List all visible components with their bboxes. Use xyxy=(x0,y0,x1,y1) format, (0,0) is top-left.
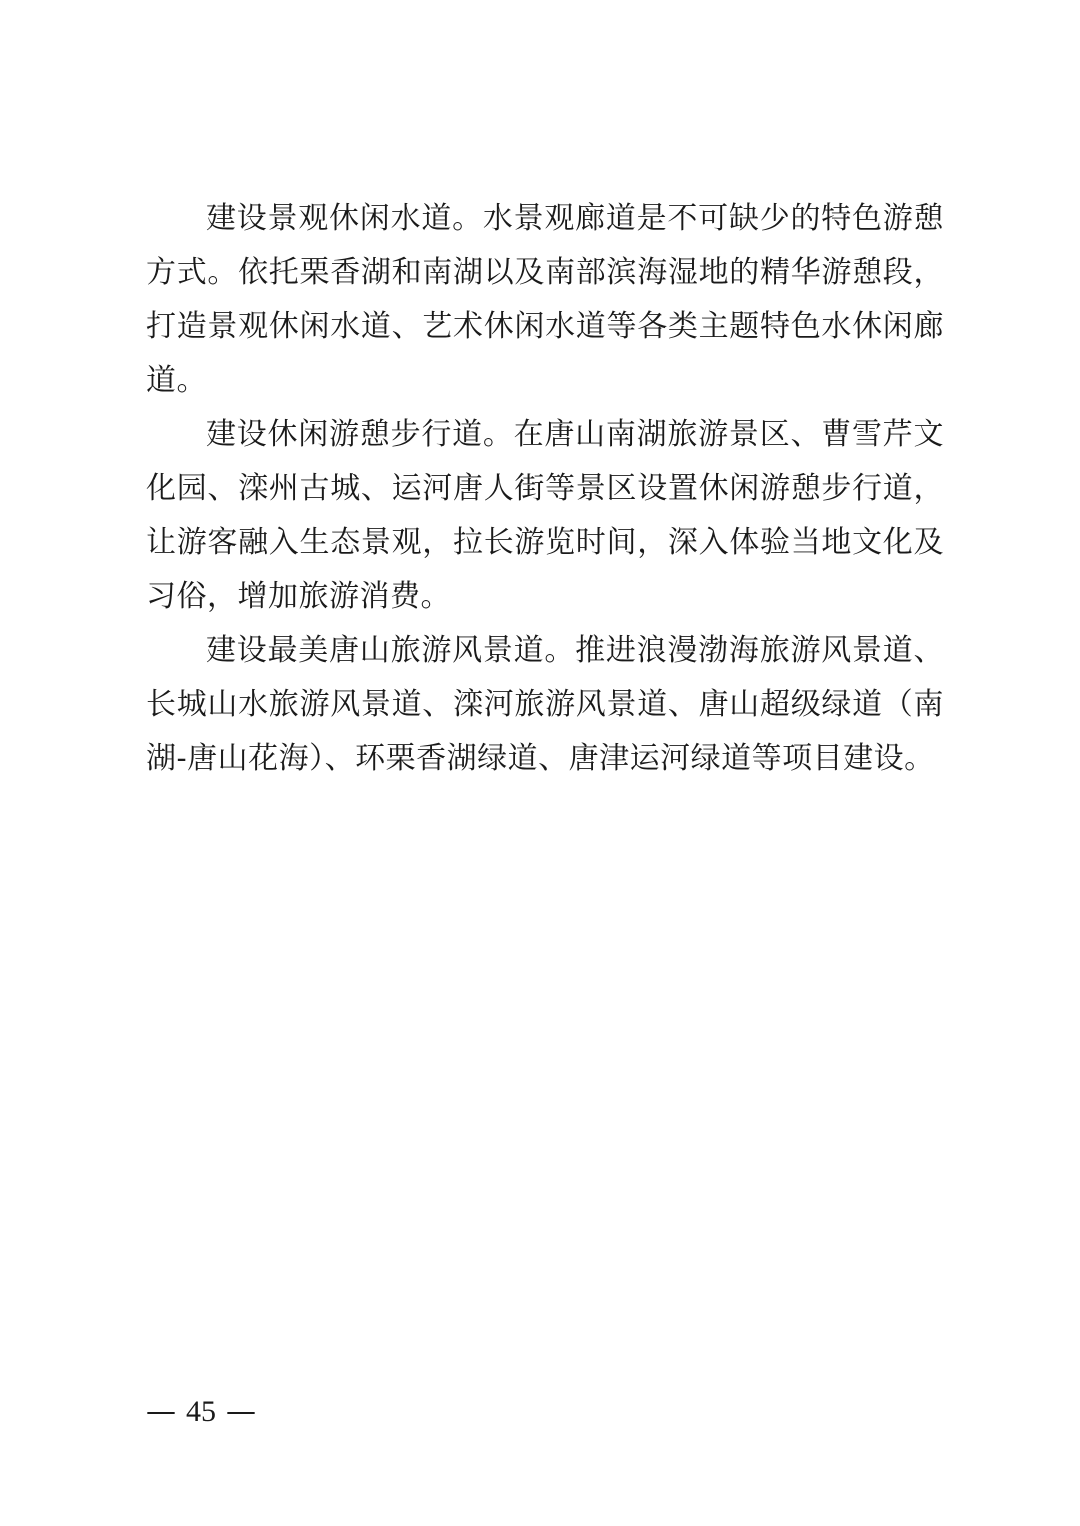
page-number-right-dash: — xyxy=(226,1394,256,1429)
paragraph-scenic-byway: 建设最美唐山旅游风景道。推进浪漫渤海旅游风景道、长城山水旅游风景道、滦河旅游风景道、唐山超级绿道（南湖-唐山花海）、环栗香湖绿道、唐津运河绿道等项目建设。 xyxy=(146,633,944,776)
paragraph-landscape-waterway: 建设景观休闲水道。水景观廊道是不可缺少的特色游憩方式。依托栗香湖和南湖以及南部滨海湿地的精华游憩段，打造景观休闲水道、艺术休闲水道等各类主题特色水休闲廊道。 xyxy=(146,201,944,398)
page-number xyxy=(146,1392,256,1432)
document-body xyxy=(146,192,944,786)
paragraph-walking-trail: 建设休闲游憩步行道。在唐山南湖旅游景区、曹雪芹文化园、滦州古城、运河唐人街等景区设置休闲游憩步行道，让游客融入生态景观，拉长游览时间，深入体验当地文化及习俗，增加旅游消费。 xyxy=(146,417,944,614)
page-number-value: 45 xyxy=(186,1395,216,1428)
page-number-left-dash: — xyxy=(146,1394,176,1429)
